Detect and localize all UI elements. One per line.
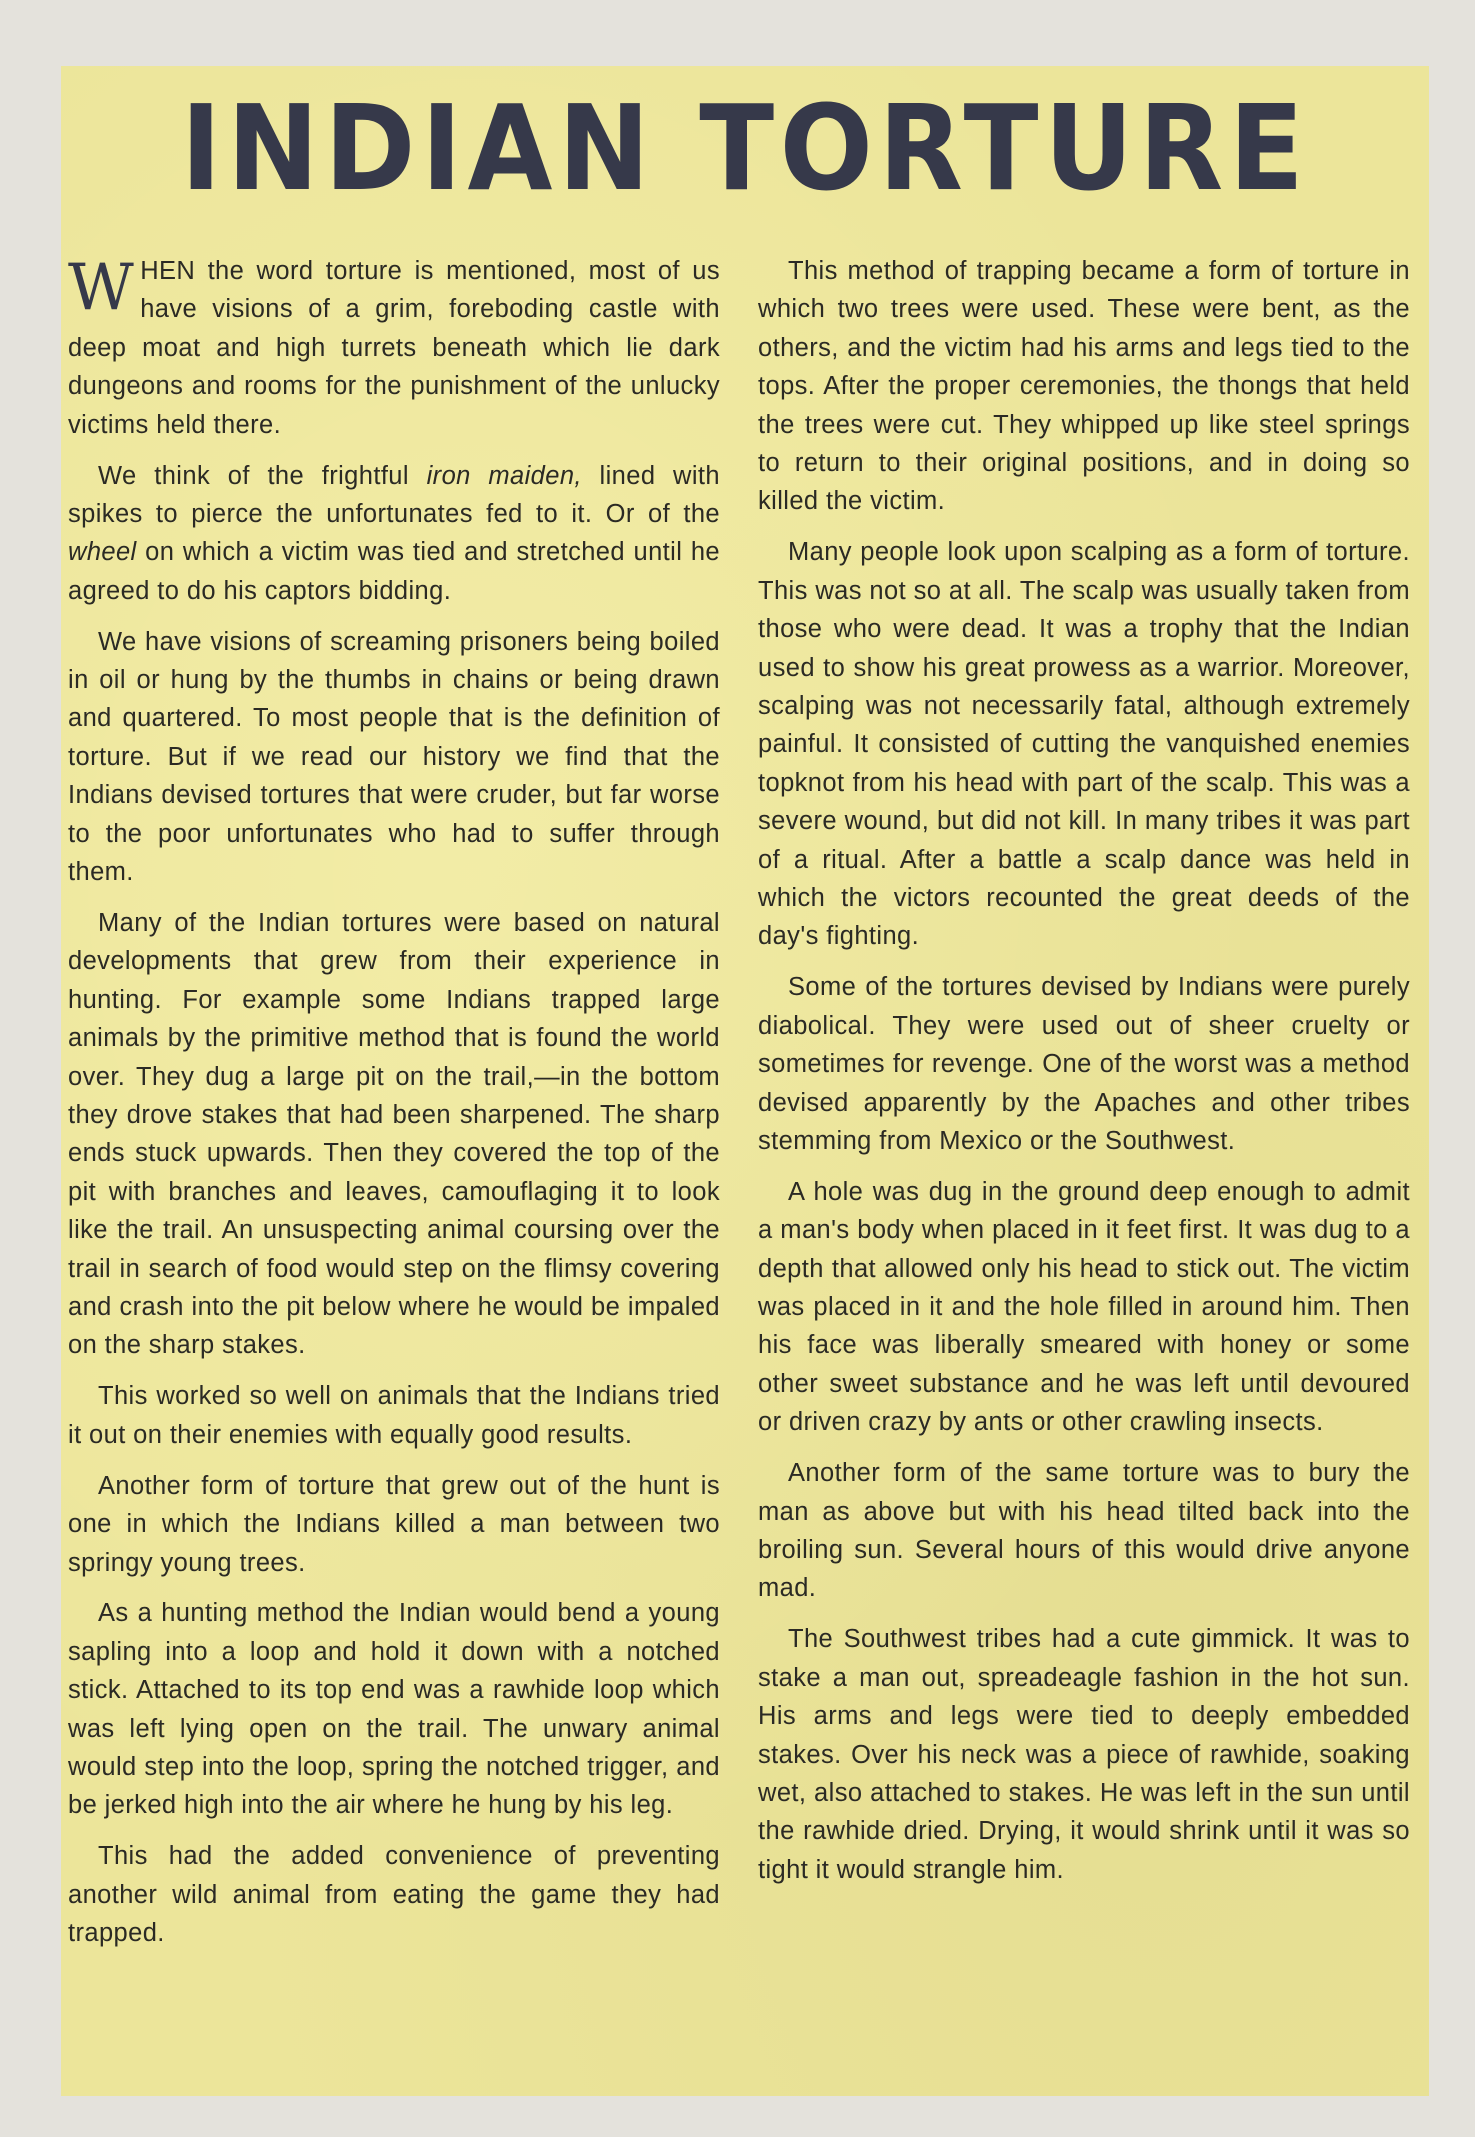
paragraph: Many of the Indian tortures were based on natural developments that grew from their experience in hunting. For example some Indians trapped large animals by the primitive method that is found the world over. They dug a large pit on the trail,—in the bottom they drove stakes that had been sharpened. The sharp ends stuck upwards. Then they covered the top of the pit with branches and leaves, camouflaging it to look like the trail. An unsuspecting animal coursing over the trail in search of food would step on the flimsy covering and crash into the pit below where he would be impaled on the sharp stakes. — [68, 909, 720, 1360]
paragraph: Another form of torture that grew out of the hunt is one in which the Indians killed a man between two springy young trees. — [68, 1471, 720, 1577]
article-panel — [61, 66, 1429, 2096]
text: We think of the frightful — [98, 461, 427, 490]
text: on which a victim was tied and stretched until he agreed to do his captors bidding. — [68, 538, 720, 605]
paragraph: This worked so well on animals that the Indians tried it out on their enemies with equally good results. — [68, 1382, 720, 1449]
article-title: INDIAN TORTURE — [180, 79, 1310, 217]
paragraph: Some of the tortures devised by Indians were purely diabolical. They were used out of sheer cruelty or sometimes for revenge. One of the worst was a method devised apparently by the Apaches and other tribes stemming from Mexico or the Southwest. — [758, 973, 1410, 1155]
italic-text: iron maiden, — [426, 461, 582, 490]
paragraph — [68, 252, 720, 444]
italic-text: wheel — [68, 538, 137, 567]
paragraph: As a hunting method the Indian would bend a young sapling into a loop and hold it down with a notched stick. Attached to its top end was a rawhide loop which was left lying open on the trail. The unwary animal would step into the loop, spring the notched trigger, and be jerked high into the air where he hung by his leg. — [68, 1599, 720, 1820]
paragraph: A hole was dug in the ground deep enough to admit a man's body when placed in it feet first. It was dug to a depth that allowed only his head to stick out. The victim was placed in it and the hole filled in around him. Then his face was liberally smeared with honey or some other sweet substance and he was left until devoured or driven crazy by ants or other crawling insects. — [758, 1177, 1410, 1437]
paragraph: This method of trapping became a form of torture in which two trees were used. These were bent, as the others, and the victim had his arms and legs tied to the tops. After the proper ceremonies, the thongs that held the trees were cut. They whipped up like steel springs to return to their original positions, and in doing so killed the victim. — [758, 257, 1410, 516]
text: lined with spikes to pierce the unfortunates fed to it. Or of the — [68, 461, 720, 528]
paragraph: Another form of the same torture was to bury the man as above but with his head tilted back into the broiling sun. Several hours of this would drive anyone mad. — [758, 1459, 1410, 1603]
paragraph: Many people look upon scalping as a form of torture. This was not so at all. The scalp was usually taken from those who were dead. It was a trophy that the Indian used to show his great prowess as a warrior. Moreover, scalping was not necessarily fatal, although extremely painful. It consisted of cutting the vanquished enemies topknot from his head with part of the scalp. This was a severe wound, but did not kill. In many tribes it was part of a ritual. After a battle a scalp dance was held in which the victors recounted the great deeds of the day's fighting. — [758, 538, 1410, 951]
paragraph: This had the added convenience of preventing another wild animal from eating the game they had trapped. — [68, 1842, 720, 1948]
paragraph — [68, 457, 720, 611]
right-column — [758, 252, 1410, 1902]
left-column — [68, 252, 720, 1965]
paragraph: We have visions of screaming prisoners being boiled in oil or hung by the thumbs in chains or being drawn and quartered. To most people that is the definition of torture. But if we read our history we find that the Indians devised tortures that were cruder, but far worse to the poor unfortunates who had to suffer through them. — [68, 627, 720, 887]
paragraph: The Southwest tribes had a cute gimmick. It was to stake a man out, spreadeagle fashion in the hot sun. His arms and legs were tied to deeply embedded stakes. Over his neck was a piece of rawhide, soaking wet, also attached to stakes. He was left in the sun until the rawhide dried. Drying, it would shrink until it was so tight it would strangle him. — [758, 1625, 1410, 1884]
drop-cap: W — [68, 251, 135, 325]
paragraph-text: HEN the word torture is mentioned, most of us have visions of a grim, foreboding castle with deep moat and high turrets beneath which lie dark dungeons and rooms for the punishment of the unlucky victims held there. — [68, 257, 720, 439]
